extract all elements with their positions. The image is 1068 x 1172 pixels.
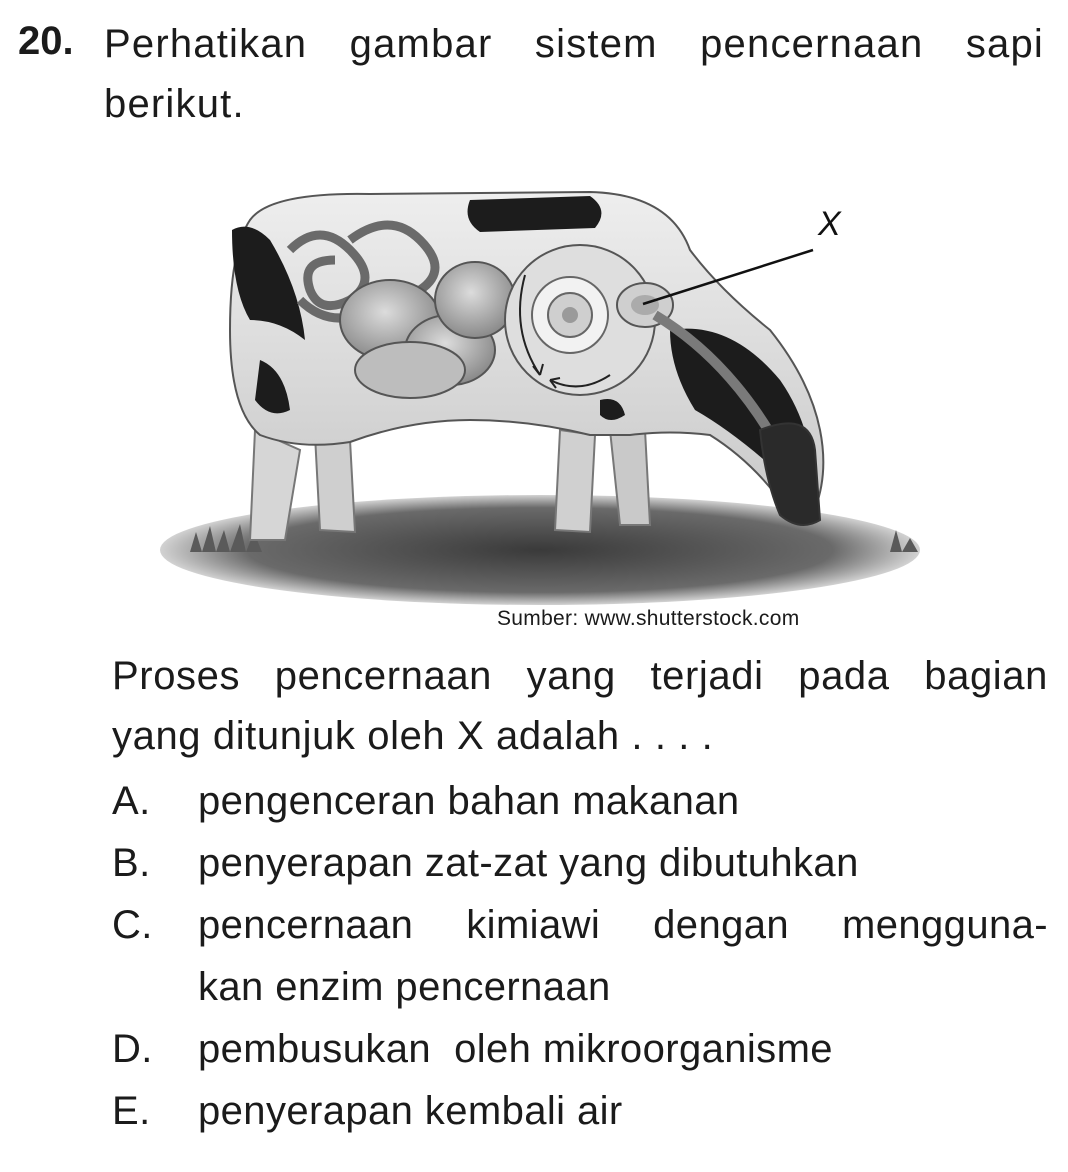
prompt-line-1: Proses pencernaan yang terjadi pada bagian [112, 654, 1048, 698]
question-stem-line-1: Perhatikan gambar sistem pencernaan sapi [104, 22, 1044, 66]
option-d[interactable] [112, 1018, 1048, 1080]
option-e[interactable] [112, 1080, 1048, 1142]
option-text: pengenceran bahan makanan [198, 779, 740, 823]
answer-options [112, 770, 1048, 1142]
option-letter: B. [112, 841, 151, 885]
option-c[interactable] [112, 894, 1048, 1018]
option-letter: E. [112, 1089, 151, 1133]
option-a[interactable] [112, 770, 1048, 832]
option-letter: C. [112, 903, 153, 947]
option-text-continued: kan enzim pencernaan [198, 965, 611, 1009]
question-number: 20. [18, 19, 74, 63]
figure-source: Sumber: www.shutterstock.com [497, 607, 800, 630]
cow-digestive-system-figure [150, 180, 930, 610]
cow-illustration [150, 180, 930, 610]
option-text: pencernaan kimiawi dengan mengguna- [198, 903, 1048, 947]
question-stem [104, 14, 1044, 134]
option-b[interactable] [112, 832, 1048, 894]
question-prompt [112, 646, 1048, 766]
prompt-line-2: yang ditunjuk oleh X adalah . . . . [112, 714, 714, 758]
option-text: penyerapan zat-zat yang dibutuhkan [198, 841, 859, 885]
option-text: penyerapan kembali air [198, 1089, 623, 1133]
label-x: X [818, 205, 841, 243]
option-text: pembusukan oleh mikroorganisme [198, 1027, 833, 1071]
option-letter: D. [112, 1027, 153, 1071]
question-stem-line-2: berikut. [104, 82, 245, 126]
option-letter: A. [112, 779, 151, 823]
